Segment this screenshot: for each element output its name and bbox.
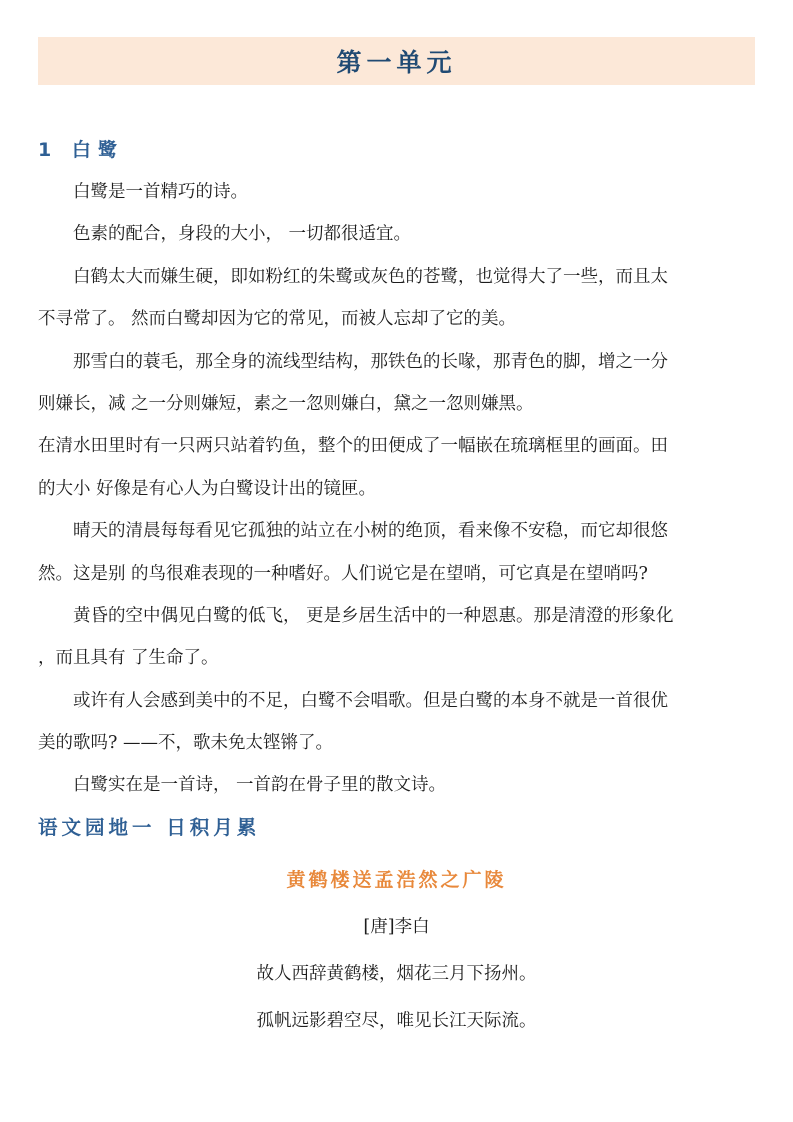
essay-line: 则嫌长，减 之一分则嫌短，素之一忽则嫌白，黛之一忽则嫌黑。 [38,393,534,414]
essay-line: 然。这是别 的鸟很难表现的一种嗜好。人们说它是在望哨，可它真是在望哨吗? [38,563,648,584]
poem-line: 孤帆远影碧空尽，唯见长江天际流。 [256,1010,537,1031]
unit-title: 第一单元 [336,48,457,77]
essay-line: 黄昏的空中偶见白鹭的低飞， 更是乡居生活中的一种恩惠。那是清澄的形象化 [73,605,674,626]
essay-line: 晴天的清晨每每看见它孤独的站立在小树的绝顶，看来像不安稳，而它却很悠 [73,521,668,542]
essay-line: 白鹤太大而嫌生硬，即如粉红的朱鹭或灰色的苍鹭，也觉得大了一些，而且太 [73,266,668,287]
garden-heading: 语文园地一 日积月累 [38,815,261,839]
essay-line: 不寻常了。 然而白鹭却因为它的常见，而被人忘却了它的美。 [38,309,517,330]
poem-line: 故人西辞黄鹤楼，烟花三月下扬州。 [256,963,537,984]
essay-line: 白鹭实在是一首诗， 一首韵在骨子里的散文诗。 [73,775,447,796]
poem-title: 黄鹤楼送孟浩然之广陵 [286,868,507,891]
essay-line: 在清水田里时有一只两只站着钓鱼，整个的田便成了一幅嵌在琉璃框里的画面。田 [38,436,668,457]
essay-body [38,171,755,807]
unit-banner [38,37,755,85]
essay-line: 美的歌吗? ——不，歌未免太铿锵了。 [38,733,333,754]
essay-line: ，而且具有 了生命了。 [38,648,219,669]
poem-author: [唐]李白 [363,916,430,937]
poem-section [38,857,755,1045]
essay-line: 的大小 好像是有心人为白鹭设计出的镜匣。 [38,478,377,499]
essay-line: 那雪白的蓑毛，那全身的流线型结构，那铁色的长喙，那青色的脚，增之一分 [73,351,668,372]
lesson-heading: 1 白鹭 [38,139,124,161]
essay-line: 色素的配合，身段的大小， 一切都很适宜。 [73,224,412,245]
essay-line: 白鹭是一首精巧的诗。 [73,182,248,202]
essay-line: 或许有人会感到美中的不足，白鹭不会唱歌。但是白鹭的本身不就是一首很优 [73,690,668,711]
